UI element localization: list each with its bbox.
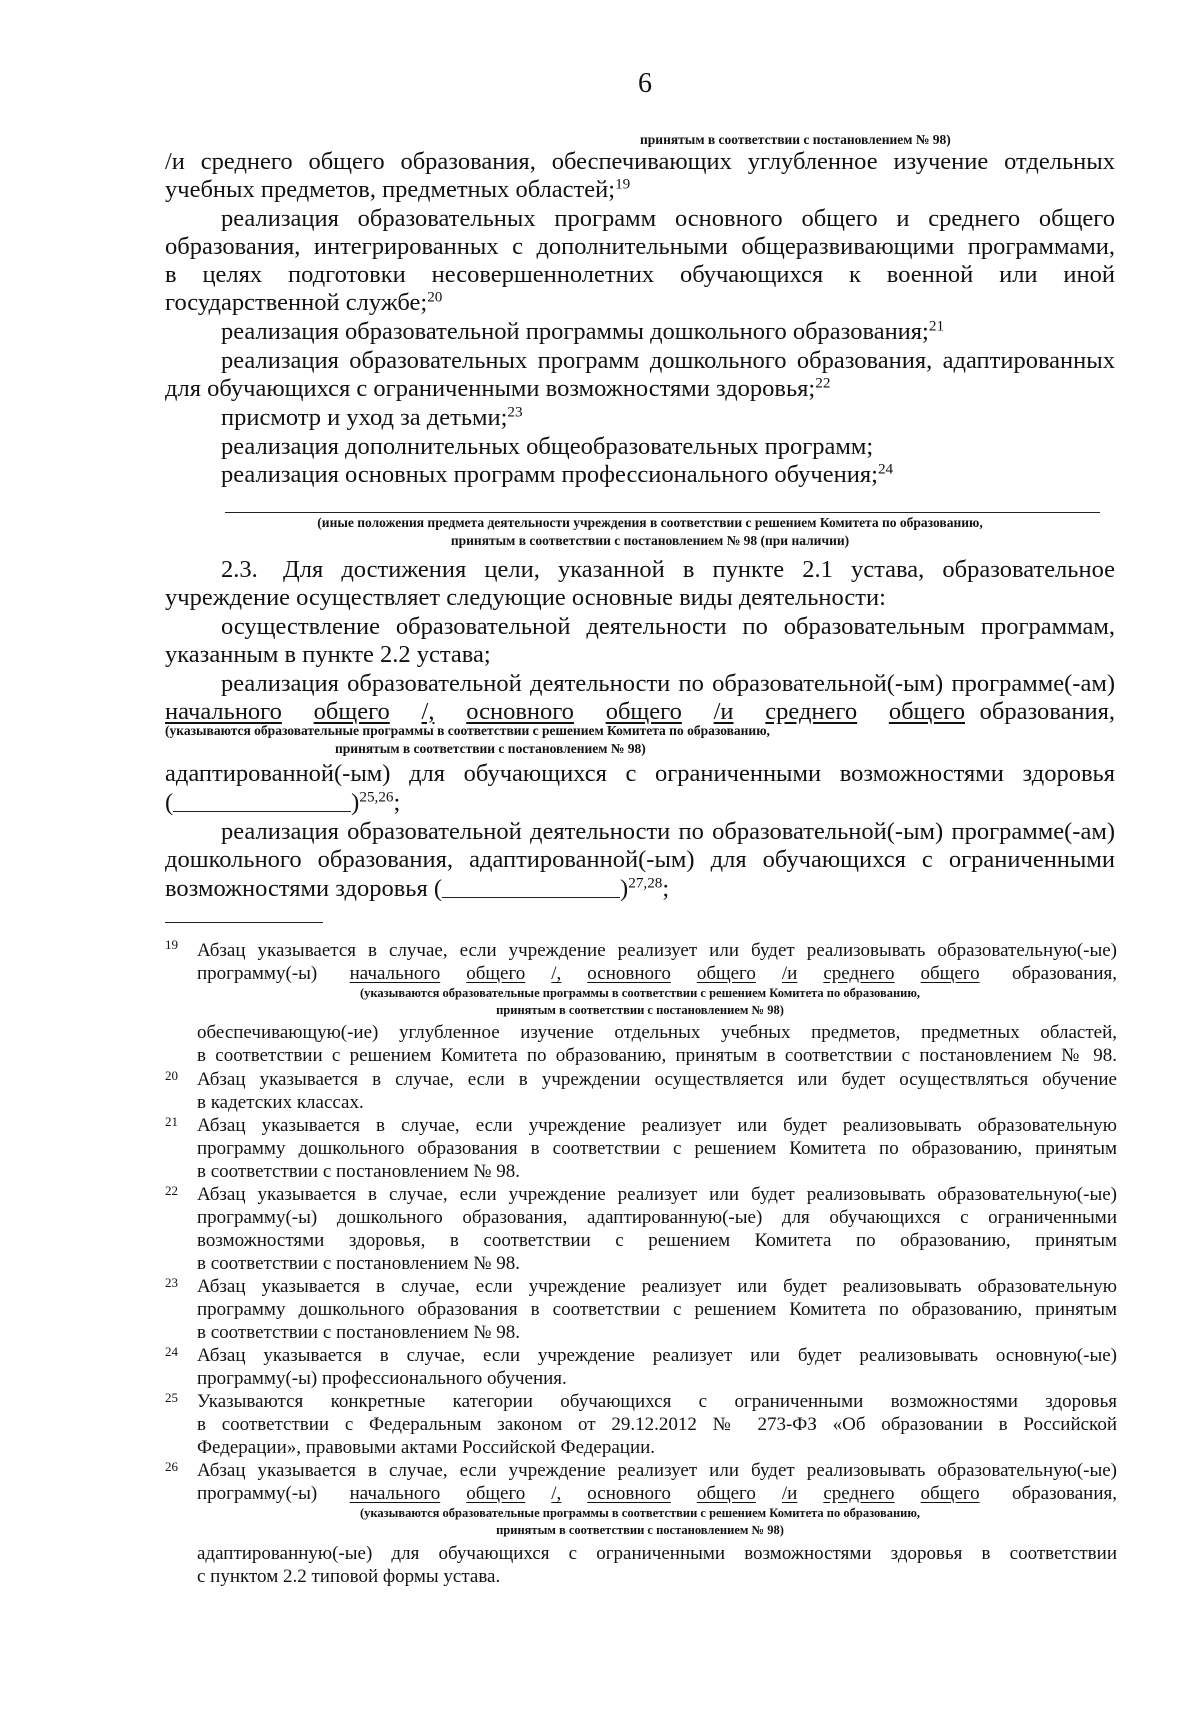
section-note-1: (указываются образовательные программы в соответствии с решением Комитета по образованию,	[165, 723, 770, 738]
section-2-3-line-5: реализация образовательной деятельности по образовательной(-ым) программе(-ам)	[221, 670, 1115, 697]
body-line-5: в целях подготовки несовершеннолетних обучающихся к военной или иной	[165, 261, 1115, 288]
footnote-22-number: 22	[165, 1183, 178, 1198]
section-2-3-line-10: дошкольного образования, адаптированной(-ым) для обучающихся с ограниченными	[165, 846, 1115, 873]
footnote-25-line-1: Указываются конкретные категории обучающихся с ограниченными возможностями здоровья	[197, 1391, 1117, 1412]
section-2-3-line-6: начального общего /, основного общего /и среднего общего образования,	[165, 698, 1115, 725]
footnote-26-line-2: программу(-ы) начального общего /, основного общего /и среднего общего образования,	[197, 1483, 1117, 1504]
footnote-26-note-1: (указываются образовательные программы в соответствии с решением Комитета по образованию,	[359, 1506, 921, 1520]
section-2-3-line-11: возможностями здоровья ( )$^{27,28}$;	[165, 874, 670, 902]
body-line-12: реализация основных программ профессионального обучения;$^{24}$	[221, 460, 894, 488]
footnote-21-line-2: программу дошкольного образования в соответствии с решением Комитета по образованию, принятым	[197, 1138, 1117, 1159]
footnote-19-program-fill-in: начального общего /, основного общего /и среднего общего	[349, 963, 980, 984]
footnote-19-note-2: принятым в соответствии с постановлением № 98)	[496, 1003, 784, 1017]
body-line-1: /и среднего общего образования, обеспечивающих углубленное изучение отдельных	[165, 148, 1115, 175]
footnote-19-note-1: (указываются образовательные программы в соответствии с решением Комитета по образованию,	[359, 986, 921, 1000]
footnote-21-line-3: в соответствии с постановлением № 98.	[197, 1161, 521, 1182]
footnote-23-line-2: программу дошкольного образования в соответствии с решением Комитета по образованию, принятым	[197, 1299, 1117, 1320]
footnote-22-line-3: возможностями здоровья, в соответствии с решением Комитета по образованию, принятым	[197, 1230, 1117, 1251]
footnote-23-line-1: Абзац указывается в случае, если учреждение реализует или будет реализовывать образовательную	[197, 1276, 1117, 1297]
footnote-23-line-3: в соответствии с постановлением № 98.	[197, 1322, 521, 1343]
footnote-21-line-1: Абзац указывается в случае, если учреждение реализует или будет реализовывать образовательную	[197, 1115, 1117, 1136]
section-2-3-line-2: учреждение осуществляет следующие основные виды деятельности:	[165, 584, 886, 611]
footnote-26-line-3: адаптированную(-ые) для обучающихся с ограниченными возможностями здоровья в соответствии	[197, 1543, 1117, 1564]
footnote-25-line-3: Федерации», правовыми актами Российской Федерации.	[197, 1437, 656, 1458]
footnote-19-line-3: обеспечивающую(-ие) углубленное изучение отдельных учебных предметов, предметных областей,	[197, 1022, 1117, 1043]
footnote-20-number: 20	[165, 1068, 178, 1083]
body-line-6: государственной службе;$^{20}$	[165, 288, 443, 316]
footnote-19-line-1: Абзац указывается в случае, если учреждение реализует или будет реализовывать образовательную(-ые)	[197, 940, 1117, 961]
body-line-7: реализация образовательной программы дошкольного образования;$^{21}$	[221, 317, 945, 345]
body-line-9: для обучающихся с ограниченными возможностями здоровья;$^{22}$	[165, 374, 831, 402]
footnote-26-program-fill-in: начального общего /, основного общего /и среднего общего	[349, 1483, 980, 1504]
note-other-line-1: (иные положения предмета деятельности учреждения в соответствии с решением Комитета по образованию,	[317, 515, 983, 530]
section-note-2: принятым в соответствии с постановлением № 98)	[335, 741, 646, 756]
section-2-3-line-3: осуществление образовательной деятельности по образовательным программам,	[221, 613, 1115, 640]
footnote-22-line-1: Абзац указывается в случае, если учреждение реализует или будет реализовывать образовательную(-ые)	[197, 1184, 1117, 1205]
footnote-22-line-2: программу(-ы) дошкольного образования, адаптированную(-ые) для обучающихся с ограниченными	[197, 1207, 1117, 1228]
footnote-21-number: 21	[165, 1114, 178, 1129]
program-levels-fill-in: начального общего /, основного общего /и среднего общего	[165, 698, 965, 725]
footnote-25-line-2: в соответствии с Федеральным законом от 29.12.2012 № 273-ФЗ «Об образовании в Российской	[197, 1414, 1117, 1435]
footnote-20-line-2: в кадетских классах.	[197, 1092, 364, 1113]
section-2-3-line-4: указанным в пункте 2.2 устава;	[165, 641, 491, 668]
body-line-8: реализация образовательных программ дошкольного образования, адаптированных	[221, 347, 1115, 374]
footnote-19-number: 19	[165, 937, 178, 952]
footnote-24-number: 24	[165, 1344, 178, 1359]
section-2-3-line-7: адаптированной(-ым) для обучающихся с ограниченными возможностями здоровья	[165, 760, 1115, 787]
section-2-3-line-9: реализация образовательной деятельности по образовательной(-ым) программе(-ам)	[221, 818, 1115, 845]
footnote-26-line-4: с пунктом 2.2 типовой формы устава.	[197, 1566, 501, 1587]
footnote-19-line-4: в соответствии с решением Комитета по образованию, принятым в соответствии с постановлением № 98.	[197, 1045, 1117, 1066]
section-2-3-line-8: ( )$^{25,26}$;	[165, 788, 401, 816]
footnote-26-number: 26	[165, 1459, 178, 1474]
footnote-26-line-1: Абзац указывается в случае, если учреждение реализует или будет реализовывать образовательную(-ые)	[197, 1460, 1117, 1481]
footnote-25-number: 25	[165, 1390, 178, 1405]
fill-in-line	[225, 512, 1100, 513]
page-number: 6	[638, 68, 652, 99]
category-fill-in-blank-2	[442, 877, 620, 898]
body-line-10: присмотр и уход за детьми;$^{23}$	[221, 403, 523, 431]
top-note: принятым в соответствии с постановлением № 98)	[640, 132, 951, 147]
category-fill-in-blank	[173, 791, 351, 812]
note-other-line-2: принятым в соответствии с постановлением № 98 (при наличии)	[450, 533, 850, 548]
body-line-11: реализация дополнительных общеобразовательных программ;	[221, 433, 874, 460]
footnote-23-number: 23	[165, 1275, 178, 1290]
footnote-20-line-1: Абзац указывается в случае, если в учреждении осуществляется или будет осуществляться обучение	[197, 1069, 1117, 1090]
section-number: 2.3.	[221, 556, 258, 583]
footnote-separator	[165, 922, 323, 923]
footnote-24-line-1: Абзац указывается в случае, если учреждение реализует или будет реализовывать основную(-ые)	[197, 1345, 1117, 1366]
footnote-19-line-2: программу(-ы) начального общего /, основного общего /и среднего общего образования,	[197, 963, 1117, 984]
footnote-24-line-2: программу(-ы) профессионального обучения.	[197, 1368, 567, 1389]
body-line-3: реализация образовательных программ основного общего и среднего общего	[221, 205, 1115, 232]
body-line-2: учебных предметов, предметных областей;$^{19}$	[165, 175, 631, 203]
section-2-3-line-1: 2.3. Для достижения цели, указанной в пункте 2.1 устава, образовательное	[221, 556, 1115, 583]
footnote-22-line-4: в соответствии с постановлением № 98.	[197, 1253, 521, 1274]
body-line-4: образования, интегрированных с дополнительными общеразвивающими программами,	[165, 233, 1115, 260]
footnote-26-note-2: принятым в соответствии с постановлением № 98)	[496, 1523, 784, 1537]
